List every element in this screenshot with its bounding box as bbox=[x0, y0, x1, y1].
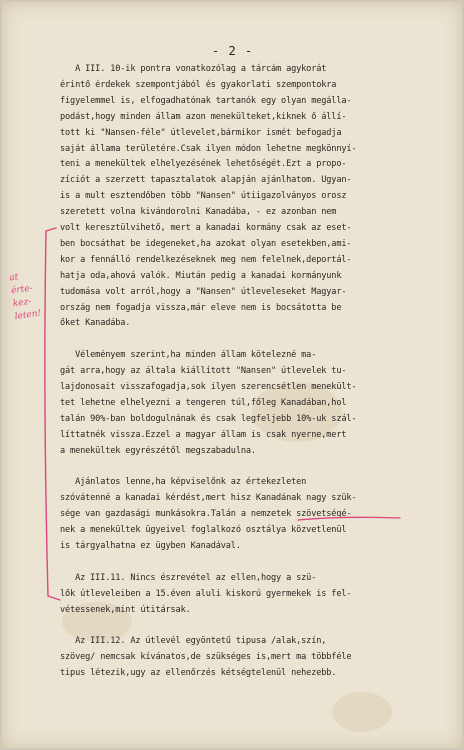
underline-mark bbox=[298, 517, 400, 520]
text-line: hatja oda,ahová valók. Miután pedig a kanadai kormányunk bbox=[60, 270, 342, 281]
text-line: teni a menekültek elhelyezésének lehetőségét.Ezt a propo- bbox=[60, 159, 347, 170]
text-line: volt keresztülvihető, mert a kanadai kormány csak az eset- bbox=[60, 223, 352, 233]
text-line: Az III.12. Az útlevél egyöntetű tipusa /alak,szín, bbox=[60, 636, 327, 647]
text-line: kor a fennálló rendelkezéseknek meg nem felelnek,deportál- bbox=[60, 254, 352, 265]
text-line: szóvátenné a kanadai kérdést,mert hisz Kanadának nagy szük- bbox=[60, 493, 357, 504]
text-line: lajdonosait visszafogadja,sok ilyen szerencsétlen menekült- bbox=[60, 382, 357, 392]
annotation-line: at bbox=[8, 272, 19, 284]
text-line: Az III.11. Nincs észrevétel az ellen,hogy a szü- bbox=[60, 572, 317, 583]
text-line: is tárgyalhatna ez ügyben Kanadával. bbox=[60, 541, 241, 551]
text-line: tipus létezik,ugy az ellenőrzés kétségtelenül nehezebb. bbox=[60, 668, 337, 679]
text-line: Véleményem szerint,ha minden állam kötelezné ma- bbox=[60, 350, 317, 361]
text-line: vétessenek,mint útitársak. bbox=[60, 604, 191, 615]
text-line: A III. 10-ik pontra vonatkozólag a tárcám agykorát bbox=[60, 64, 327, 74]
annotation-line: érte- bbox=[10, 283, 34, 297]
text-line: ország nem fogadja vissza,már eleve nem is bocsátotta be bbox=[60, 302, 342, 313]
text-line: érintő érdekek szempontjából és gyakorlati szempontokra bbox=[60, 79, 337, 90]
text-line: podást,hogy minden állam azon menekülteket,kiknek ő állí- bbox=[60, 111, 347, 122]
text-line: Ajánlatos lenne,ha képviselőnk az értekezleten bbox=[60, 477, 307, 488]
text-line: szöveg/ nemcsak kívánatos,de szükséges is,mert ma többféle bbox=[60, 652, 352, 663]
text-line: sége van gazdasági munkásokra.Talán a nemzetek szövetségé- bbox=[60, 509, 352, 520]
text-line: tudomása volt arról,hogy a "Nansen" útleveleseket Magyar- bbox=[60, 286, 347, 297]
text-line: talán 90%-ban boldogulnának és csak legfeljebb 10%-uk szál- bbox=[60, 413, 357, 424]
text-line: gát arra,hogy az általa kiállított "Nansen" útlevelek tu- bbox=[60, 366, 347, 377]
text-line: szeretett volna kivándorolni Kanadába, - ez azonban nem bbox=[60, 207, 337, 218]
document-page bbox=[2, 2, 462, 748]
annotation-line: leten! bbox=[14, 308, 42, 323]
text-line: tet lehetne elhelyezni a tengeren túl,főleg Kanadában,hol bbox=[60, 397, 347, 408]
text-line: tott ki "Nansen-féle" útlevelet,bármikor ismét befogadja bbox=[60, 127, 342, 138]
page-number: - 2 - bbox=[212, 44, 254, 58]
pen-markings bbox=[2, 2, 462, 748]
text-line: lők útleveleiben a 15.éven aluli kiskorú gyermekek is fel- bbox=[60, 588, 352, 599]
annotation-line: kez- bbox=[12, 296, 33, 310]
text-line: a menekültek egyrészétől megszabadulna. bbox=[60, 445, 256, 456]
text-line: zíciót a szerzett tapasztalatok alapján ajánlhatom. Ugyan- bbox=[60, 175, 352, 186]
text-line: saját állama területére.Csak ilyen módon lehetne megkönnyí- bbox=[60, 143, 357, 154]
text-line: figyelemmel is, elfogadhatónak tartanók egy olyan megálla- bbox=[60, 95, 352, 106]
text-line: nek a menekültek ügyeivel foglalkozó osztálya közvetlenül bbox=[60, 525, 347, 536]
text-line: is a mult esztendőben több "Nansen" útiigazolványos orosz bbox=[60, 191, 347, 202]
margin-bracket bbox=[45, 228, 60, 600]
text-line: őket Kanadába. bbox=[60, 318, 131, 329]
text-line: líttatnék vissza.Ezzel a magyar állam is csak nyerne,mert bbox=[60, 429, 347, 440]
text-line: ben bocsáthat be idegeneket,ha azokat olyan esetekben,ami- bbox=[60, 238, 352, 249]
